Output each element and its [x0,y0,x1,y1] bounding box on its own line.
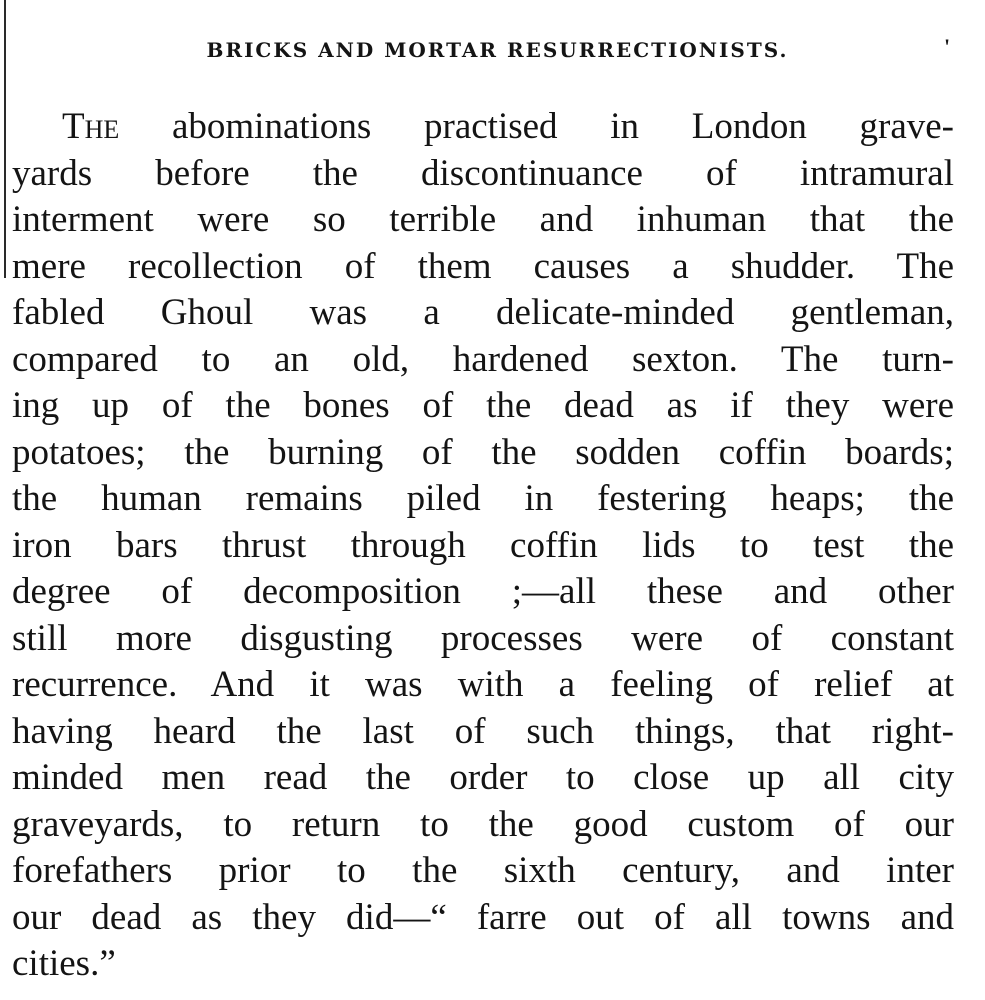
text-line-5: fabled Ghoul was a delicate-minded gentleman, [12,292,954,333]
lead-word: The [62,106,120,147]
stray-print-mark: ' [944,34,951,59]
text-line-19: cities.” [12,943,116,984]
text-line-4: mere recollection of them causes a shudder. The [12,245,954,287]
article-body [12,104,954,988]
text-line-16: graveyards, to return to the good custom of our [12,803,954,845]
text-line-13: recurrence. And it was with a feeling of relief at [12,664,954,705]
text-line-11: degree of decomposition ;—all these and other [12,571,954,612]
text-line-9: the human remains piled in festering heaps; the [12,478,954,519]
text-line-7: ing up of the bones of the dead as if they were [12,385,954,426]
text-line-15: minded men read the order to close up all city [12,757,954,798]
text-line-12: still more disgusting processes were of constant [12,617,954,659]
text-line-17: forefathers prior to the sixth century, and inter [12,850,954,891]
text-line-3: interment were so terrible and inhuman that the [12,199,954,240]
text-line-6: compared to an old, hardened sexton. The turn- [12,338,954,380]
text-line-1: The abominations practised in London grave- [62,106,954,147]
text-line-18: our dead as they did—“ farre out of all towns and [12,896,954,938]
text-line-2: yards before the discontinuance of intramural [12,152,954,194]
article-headline: BRICKS AND MORTAR RESURRECTIONISTS. [206,38,789,62]
text-line-10: iron bars thrust through coffin lids to test the [12,524,954,566]
text-line-14: having heard the last of such things, that right- [12,710,954,752]
text-line-8: potatoes; the burning of the sodden coffin boards; [12,431,954,473]
